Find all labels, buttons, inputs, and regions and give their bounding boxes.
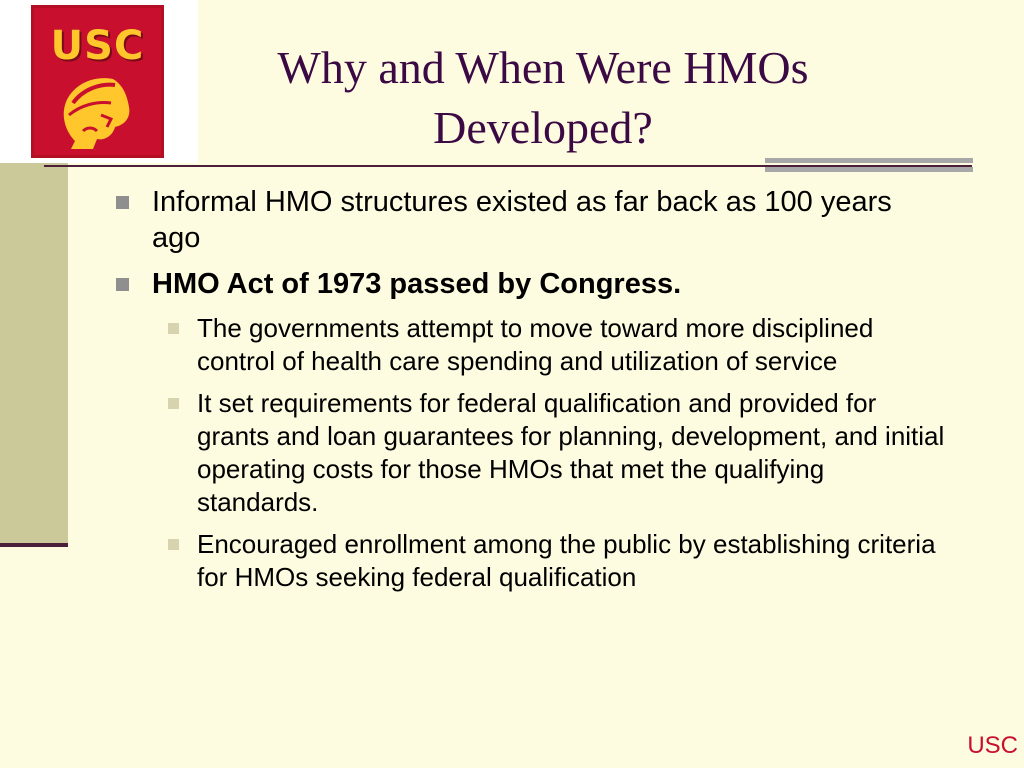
- left-accent-bar: [0, 163, 68, 543]
- square-bullet-icon: [168, 539, 179, 550]
- sub-bullet-text: Encouraged enrollment among the public by establishing criteria for HMOs seeking federal qualification: [197, 529, 936, 592]
- sub-bullet-item: [112, 528, 947, 594]
- trojan-head-icon: [53, 75, 143, 153]
- sub-bullet-text: It set requirements for federal qualification and provided for grants and loan guarantees for planning, development, and initial operating costs for those HMOs that met the qualifying standards.: [197, 388, 945, 517]
- bullet-item: [112, 184, 947, 256]
- sub-bullet-item: [112, 312, 947, 378]
- square-bullet-icon: [168, 398, 179, 409]
- bullet-item: [112, 266, 947, 302]
- slide-body: [112, 184, 947, 603]
- title-line-2: Developed?: [433, 102, 653, 153]
- banner-text: USC: [50, 23, 145, 69]
- title-line-1: Why and When Were HMOs: [277, 42, 809, 93]
- left-accent-rule: [0, 543, 68, 547]
- bullet-text: HMO Act of 1973 passed by Congress.: [152, 268, 682, 300]
- bullet-text: Informal HMO structures existed as far back as 100 years ago: [152, 186, 892, 254]
- slide-title: [198, 38, 888, 158]
- sub-bullet-item: [112, 387, 947, 519]
- title-divider: [44, 165, 972, 167]
- logo-panel: [0, 0, 198, 163]
- usc-banner-logo: [31, 5, 164, 158]
- square-bullet-icon: [116, 278, 129, 291]
- footer-label: USC: [967, 732, 1018, 759]
- sub-bullet-text: The governments attempt to move toward more disciplined control of health care spending and utilization of service: [197, 313, 874, 376]
- square-bullet-icon: [116, 196, 129, 209]
- square-bullet-icon: [168, 323, 179, 334]
